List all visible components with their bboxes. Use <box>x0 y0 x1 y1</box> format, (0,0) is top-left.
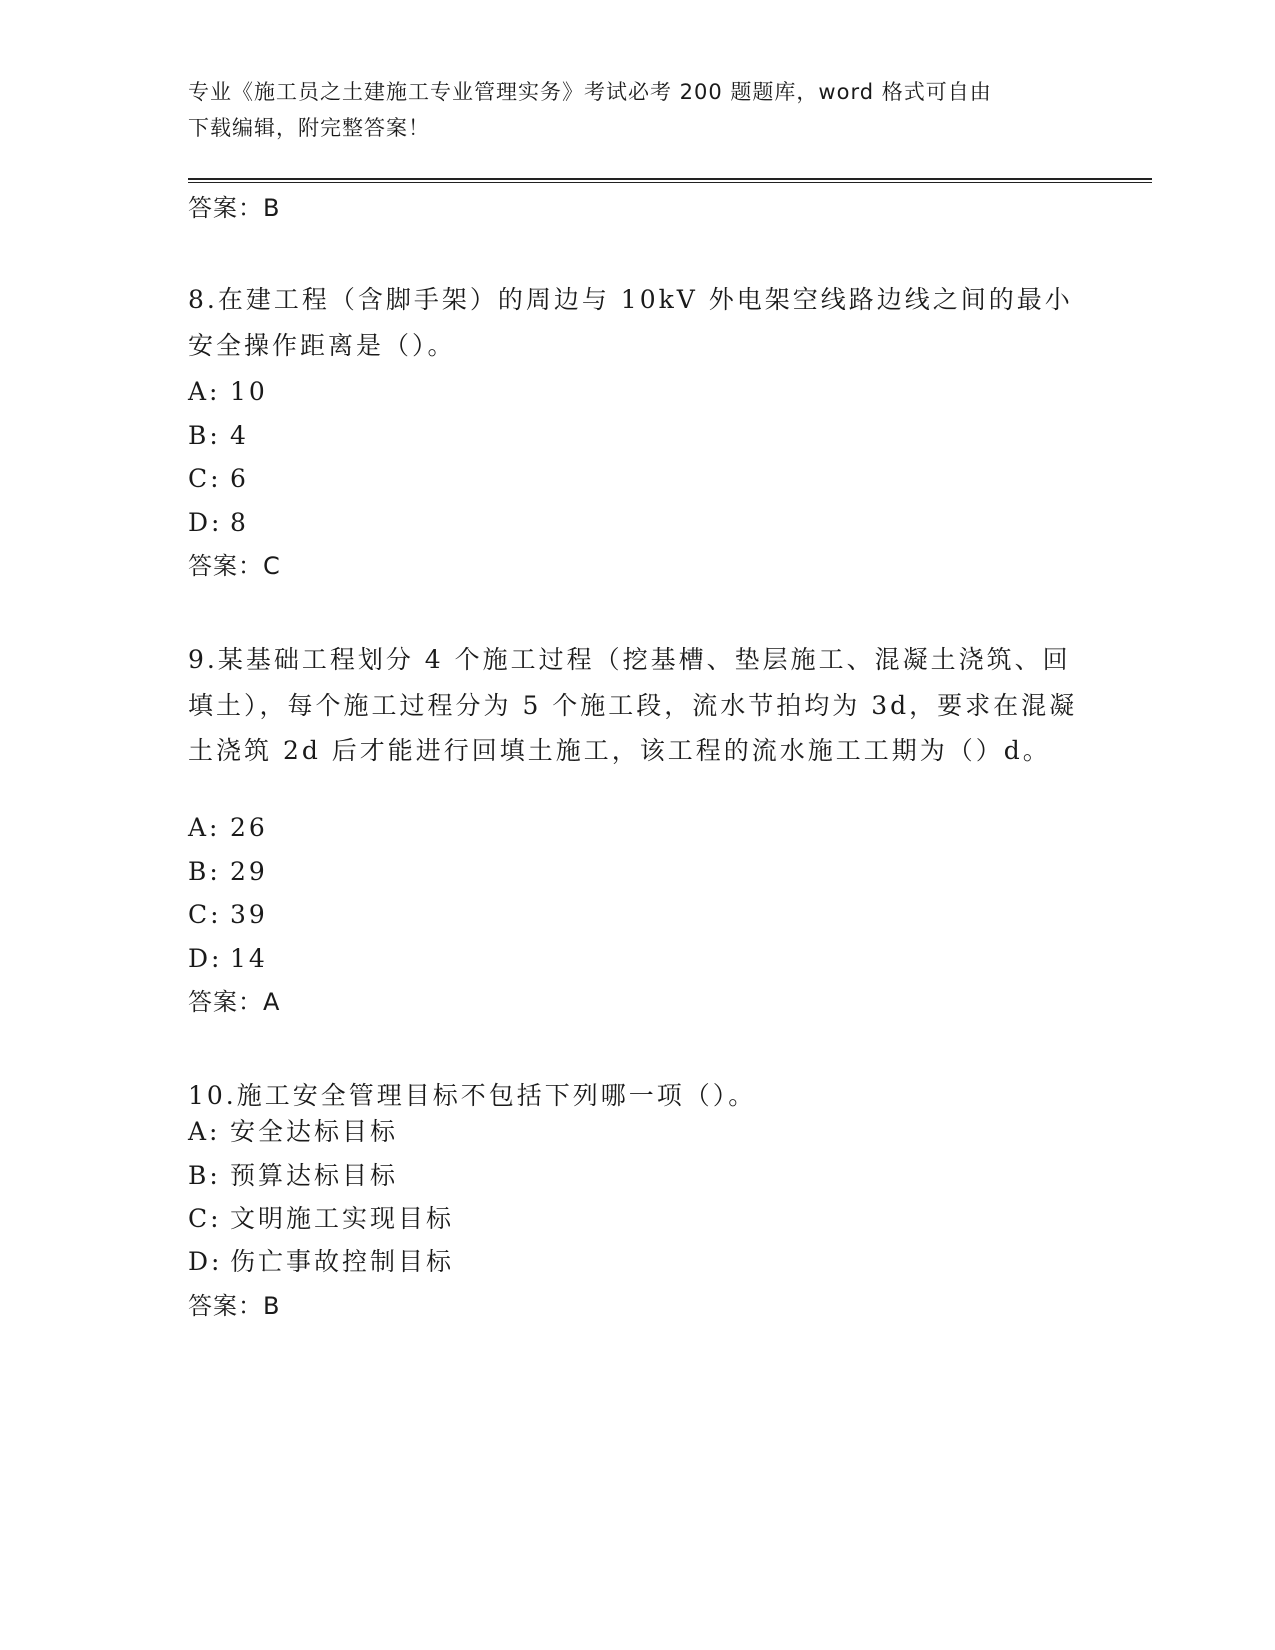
header-line-1: 专业《施工员之土建施工专业管理实务》考试必考 200 题题库，word 格式可自由 <box>188 80 992 104</box>
option-key: B: <box>188 421 221 450</box>
question-10-option-a <box>188 1116 398 1148</box>
option-key: D: <box>188 508 223 537</box>
option-value: 预算达标目标 <box>230 1161 399 1190</box>
option-value: 文明施工实现目标 <box>230 1204 455 1233</box>
page-header <box>188 74 1068 146</box>
option-value: 14 <box>230 944 268 973</box>
question-9-option-b <box>188 856 268 888</box>
option-value: 8 <box>230 508 249 537</box>
option-value: 26 <box>230 813 268 842</box>
option-key: C: <box>188 464 222 493</box>
option-value: 39 <box>230 900 268 929</box>
question-9-option-d <box>188 943 268 975</box>
question-10-text: 10.施工安全管理目标不包括下列哪一项（）。 <box>188 1081 757 1110</box>
question-8-option-c <box>188 463 249 495</box>
question-9-answer: 答案：A <box>188 988 281 1016</box>
option-key: D: <box>188 1247 223 1276</box>
option-value: 4 <box>230 421 249 450</box>
question-8-answer: 答案：C <box>188 552 281 580</box>
option-key: A: <box>188 813 221 842</box>
header-divider <box>188 178 1152 183</box>
question-10-answer: 答案：B <box>188 1292 281 1320</box>
question-8-option-b <box>188 420 249 452</box>
option-value: 6 <box>230 464 249 493</box>
question-9-option-c <box>188 899 268 931</box>
question-8-option-a <box>188 376 268 408</box>
option-key: A: <box>188 377 221 406</box>
question-8-option-d <box>188 507 249 539</box>
option-value: 10 <box>230 377 268 406</box>
option-key: A: <box>188 1117 221 1146</box>
question-10-option-d <box>188 1246 454 1278</box>
question-9-text: 9.某基础工程划分 4 个施工过程（挖基槽、垫层施工、混凝土浇筑、回填土），每个施工过程分为 5 个施工段，流水节拍均为 3d，要求在混凝土浇筑 2d 后才能进行回填土施工，该工程的流水施工工期为（）d。 <box>188 645 1078 765</box>
question-10-option-c <box>188 1203 454 1235</box>
option-key: B: <box>188 1161 221 1190</box>
question-8-text: 8.在建工程（含脚手架）的周边与 10kV 外电架空线路边线之间的最小安全操作距离是（）。 <box>188 285 1073 360</box>
option-key: C: <box>188 900 222 929</box>
header-line-2: 下载编辑，附完整答案！ <box>188 116 430 140</box>
option-value: 安全达标目标 <box>230 1117 399 1146</box>
option-key: B: <box>188 857 221 886</box>
option-value: 29 <box>230 857 268 886</box>
question-10-option-b <box>188 1160 398 1192</box>
option-key: D: <box>188 944 223 973</box>
option-key: C: <box>188 1204 222 1233</box>
previous-answer: 答案：B <box>188 194 281 222</box>
option-value: 伤亡事故控制目标 <box>230 1247 455 1276</box>
question-9-option-a <box>188 812 268 844</box>
